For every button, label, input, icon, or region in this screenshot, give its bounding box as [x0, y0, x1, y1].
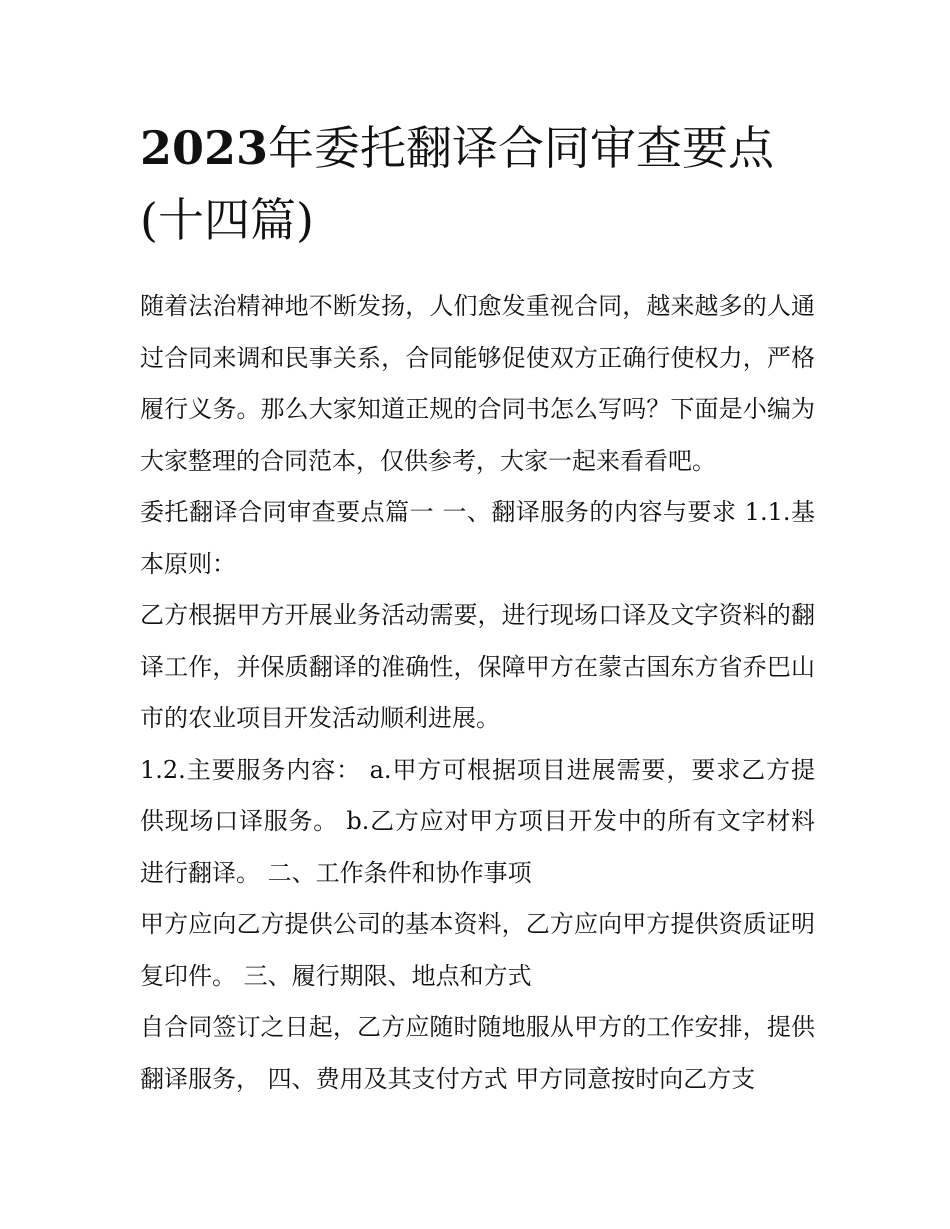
title-text: 年委托翻译合同审查要点(十四篇)	[140, 121, 775, 247]
document-title	[140, 112, 820, 256]
paragraph-intro: 随着法治精神地不断发扬，人们愈发重视合同，越来越多的人通过合同来调和民事关系，合同能够促使双方正确行使权力，严格履行义务。那么大家知道正规的合同书怎么写吗？下面是小编为大家整理的合同范本，仅供参考，大家一起来看看吧。	[140, 292, 815, 475]
paragraph-basic-principle: 乙方根据甲方开展业务活动需要，进行现场口译及文字资料的翻译工作，并保质翻译的准确性，保障甲方在蒙古国东方省乔巴山市的农业项目开发活动顺利进展。	[140, 601, 815, 732]
paragraph-working-conditions: 甲方应向乙方提供公司的基本资料，乙方应向甲方提供资质证明复印件。 三、履行期限、地点和方式	[140, 910, 815, 990]
document-body	[140, 281, 815, 1105]
paragraph-main-services: 1.2.主要服务内容： a.甲方可根据项目进展需要，要求乙方提供现场口译服务。 b.乙方应对甲方项目开发中的所有文字材料进行翻译。 二、工作条件和协作事项	[140, 755, 815, 887]
paragraph-term-and-fees: 自合同签订之日起，乙方应随时随地服从甲方的工作安排，提供翻译服务， 四、费用及其支付方式 甲方同意按时向乙方支	[140, 1013, 815, 1093]
title-year: 2023	[140, 121, 269, 175]
paragraph-section-one-heading: 委托翻译合同审查要点篇一 一、翻译服务的内容与要求 1.1.基本原则：	[140, 498, 815, 578]
